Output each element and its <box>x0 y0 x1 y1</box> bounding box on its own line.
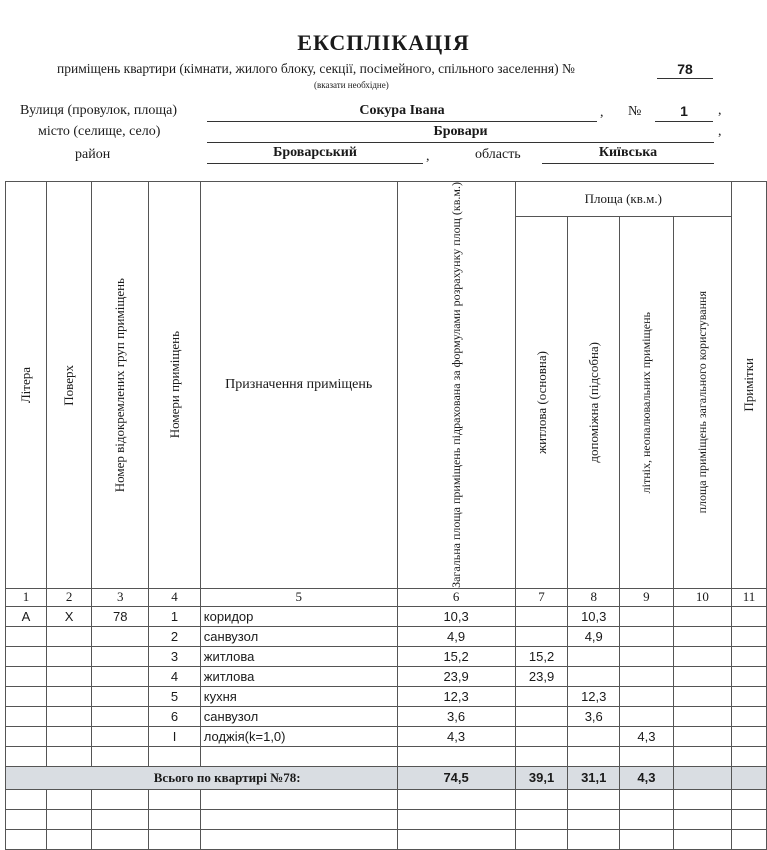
document-title: ЕКСПЛІКАЦІЯ <box>297 30 470 55</box>
cell-common <box>673 606 731 626</box>
empty-row <box>6 746 767 766</box>
cell-common <box>673 666 731 686</box>
cell-total: 4,3 <box>397 726 515 746</box>
cell-aux: 10,3 <box>568 606 620 626</box>
header-notes: Примітки <box>732 182 767 589</box>
cell-summer <box>619 626 673 646</box>
cell-group <box>92 686 149 706</box>
table-row <box>6 626 767 646</box>
total-notes <box>732 766 767 789</box>
street-value: Сокура Івана <box>207 103 597 122</box>
cell-floor <box>46 686 91 706</box>
header-room-number: Номери приміщень <box>149 182 201 589</box>
cell-living: 23,9 <box>515 666 568 686</box>
total-area: 74,5 <box>397 766 515 789</box>
total-row <box>6 766 767 789</box>
cell-group <box>92 666 149 686</box>
cell-aux: 3,6 <box>568 706 620 726</box>
region-value: Київська <box>542 145 714 164</box>
column-number: 5 <box>200 588 397 606</box>
comma-separator: , <box>600 105 604 120</box>
cell-common <box>673 646 731 666</box>
cell-purpose: лоджія(k=1,0) <box>200 726 397 746</box>
total-summer: 4,3 <box>619 766 673 789</box>
cell-aux <box>568 646 620 666</box>
cell-total: 12,3 <box>397 686 515 706</box>
header-common: площа приміщень загального користування <box>673 216 731 588</box>
table-row <box>6 606 767 626</box>
cell-purpose: житлова <box>200 666 397 686</box>
total-common <box>673 766 731 789</box>
cell-summer <box>619 606 673 626</box>
cell-purpose: санвузол <box>200 706 397 726</box>
house-number-label: № <box>628 104 642 119</box>
cell-notes <box>732 606 767 626</box>
cell-floor <box>46 666 91 686</box>
header-purpose: Призначення приміщень <box>200 182 397 589</box>
hint-text: (вказати необхідне) <box>314 80 389 90</box>
cell-common <box>673 686 731 706</box>
cell-floor <box>46 706 91 726</box>
cell-group <box>92 726 149 746</box>
cell-purpose: санвузол <box>200 626 397 646</box>
cell-room: 5 <box>149 686 201 706</box>
total-living: 39,1 <box>515 766 568 789</box>
header-litera: Літера <box>6 182 47 589</box>
cell-notes <box>732 666 767 686</box>
cell-total: 10,3 <box>397 606 515 626</box>
cell-group: 78 <box>92 606 149 626</box>
street-label: Вулиця (провулок, площа) <box>20 103 178 118</box>
column-number: 7 <box>515 588 568 606</box>
cell-notes <box>732 706 767 726</box>
cell-litera <box>6 726 47 746</box>
header-living: житлова (основна) <box>515 216 568 588</box>
apartment-number: 78 <box>657 61 713 79</box>
empty-row <box>6 829 767 849</box>
header-auxiliary: допоміжна (підсобна) <box>568 216 620 588</box>
cell-notes <box>732 726 767 746</box>
cell-group <box>92 626 149 646</box>
cell-total: 23,9 <box>397 666 515 686</box>
cell-common <box>673 706 731 726</box>
cell-common <box>673 726 731 746</box>
cell-total: 4,9 <box>397 626 515 646</box>
cell-floor <box>46 646 91 666</box>
cell-notes <box>732 646 767 666</box>
cell-summer: 4,3 <box>619 726 673 746</box>
comma-separator: , <box>718 103 722 118</box>
cell-room: 4 <box>149 666 201 686</box>
cell-summer <box>619 666 673 686</box>
cell-group <box>92 646 149 666</box>
comma-separator: , <box>426 149 430 164</box>
comma-separator: , <box>718 124 722 139</box>
column-number: 10 <box>673 588 731 606</box>
column-number: 11 <box>732 588 767 606</box>
cell-notes <box>732 626 767 646</box>
cell-purpose: кухня <box>200 686 397 706</box>
cell-aux: 4,9 <box>568 626 620 646</box>
cell-notes <box>732 686 767 706</box>
district-label: район <box>75 147 111 162</box>
empty-row <box>6 789 767 809</box>
cell-floor <box>46 626 91 646</box>
table-row <box>6 646 767 666</box>
header-group-number: Номер відокремлених груп приміщень <box>92 182 149 589</box>
cell-room: 6 <box>149 706 201 726</box>
table-row <box>6 706 767 726</box>
cell-living <box>515 726 568 746</box>
column-number: 3 <box>92 588 149 606</box>
cell-living <box>515 606 568 626</box>
cell-litera <box>6 686 47 706</box>
header-summer: літніх, неопалювальних приміщень <box>619 216 673 588</box>
cell-floor: Х <box>46 606 91 626</box>
column-number: 2 <box>46 588 91 606</box>
city-label: місто (селище, село) <box>38 124 161 139</box>
cell-summer <box>619 706 673 726</box>
cell-summer <box>619 646 673 666</box>
column-number: 1 <box>6 588 47 606</box>
cell-aux: 12,3 <box>568 686 620 706</box>
cell-living <box>515 626 568 646</box>
cell-room: 3 <box>149 646 201 666</box>
cell-living: 15,2 <box>515 646 568 666</box>
cell-room: 1 <box>149 606 201 626</box>
cell-total: 15,2 <box>397 646 515 666</box>
house-number-value: 1 <box>655 103 713 122</box>
district-value: Броварський <box>207 145 423 164</box>
cell-common <box>673 626 731 646</box>
cell-purpose: коридор <box>200 606 397 626</box>
cell-floor <box>46 726 91 746</box>
cell-litera <box>6 646 47 666</box>
cell-living <box>515 706 568 726</box>
cell-room: 2 <box>149 626 201 646</box>
cell-room: I <box>149 726 201 746</box>
table-row <box>6 666 767 686</box>
region-label: область <box>475 147 521 162</box>
cell-aux <box>568 666 620 686</box>
cell-living <box>515 686 568 706</box>
column-number: 6 <box>397 588 515 606</box>
cell-aux <box>568 726 620 746</box>
city-value: Бровари <box>207 124 714 143</box>
cell-summer <box>619 686 673 706</box>
column-numbers-row <box>6 588 767 606</box>
column-number: 8 <box>568 588 620 606</box>
document-subtitle: приміщень квартири (кімнати, жилого блоку, секції, посімейного, спільного заселення) № <box>57 61 575 76</box>
cell-litera: А <box>6 606 47 626</box>
table-row <box>6 726 767 746</box>
total-aux: 31,1 <box>568 766 620 789</box>
explication-table <box>5 181 767 850</box>
header-floor: Поверх <box>46 182 91 589</box>
cell-litera <box>6 626 47 646</box>
cell-litera <box>6 706 47 726</box>
cell-purpose: житлова <box>200 646 397 666</box>
cell-group <box>92 706 149 726</box>
header-area-group: Площа (кв.м.) <box>515 182 731 217</box>
cell-litera <box>6 666 47 686</box>
column-number: 4 <box>149 588 201 606</box>
cell-total: 3,6 <box>397 706 515 726</box>
header-total-area: Загальна площа приміщень підрахована за формулами розрахунку площ (кв.м.) <box>397 182 515 589</box>
column-number: 9 <box>619 588 673 606</box>
total-label: Всього по квартирі №78: <box>6 766 398 789</box>
empty-row <box>6 809 767 829</box>
table-row <box>6 686 767 706</box>
